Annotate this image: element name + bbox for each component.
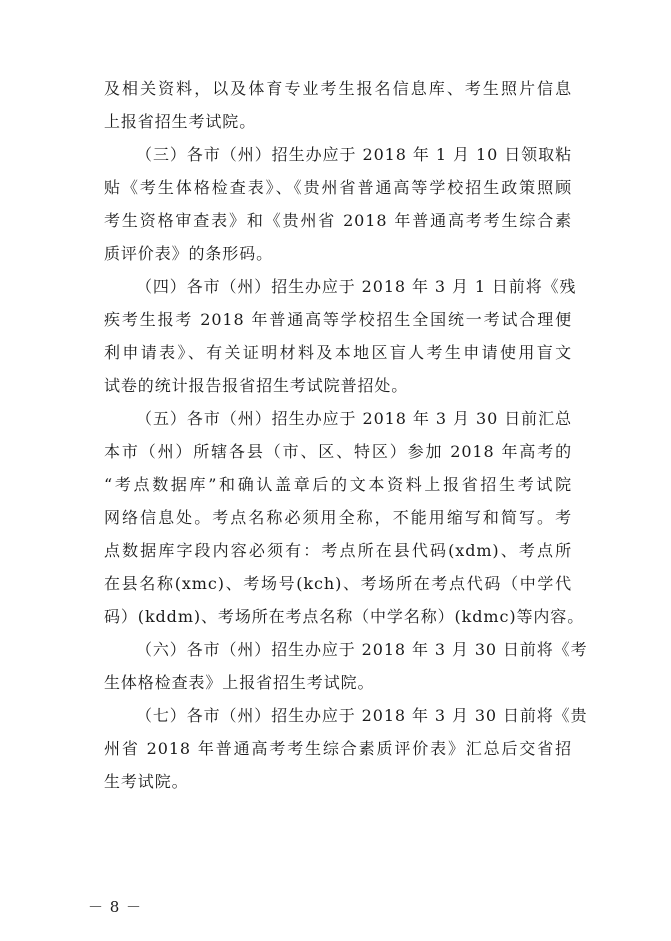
document-body: [104, 72, 588, 798]
text-line: 码）(kddm)、考场所在考点名称（中学名称）(kdmc)等内容。: [104, 607, 585, 626]
text-line: 本市（州）所辖各县（市、区、特区）参加 2018 年高考的: [104, 442, 572, 461]
paragraph-start-line: （七）各市（州）招生办应于 2018 年 3 月 30 日前将《贵: [136, 706, 588, 725]
text-line: 质评价表》的条形码。: [104, 244, 274, 263]
text-line: 上报省招生考试院。: [104, 112, 257, 131]
text-line: 及相关资料，以及体育专业考生报名信息库、考生照片信息: [104, 79, 572, 98]
paragraph-start-line: （三）各市（州）招生办应于 2018 年 1 月 10 日领取粘: [136, 145, 572, 164]
text-line: 生考试院。: [104, 772, 189, 791]
text-line: 点数据库字段内容必须有：考点所在县代码(xdm)、考点所: [104, 541, 572, 560]
paragraph-start-line: （五）各市（州）招生办应于 2018 年 3 月 30 日前汇总: [136, 409, 572, 428]
text-line: 网络信息处。考点名称必须用全称，不能用缩写和简写。考: [104, 508, 572, 527]
text-line: 在县名称(xmc)、考场号(kch)、考场所在考点代码（中学代: [104, 574, 572, 593]
text-line: 生体格检查表》上报省招生考试院。: [104, 673, 375, 692]
text-line: 州省 2018 年普通高考考生综合素质评价表》汇总后交省招: [104, 739, 572, 758]
page-number: － 8 －: [87, 898, 143, 916]
paragraph-start-line: （六）各市（州）招生办应于 2018 年 3 月 30 日前将《考: [136, 640, 588, 659]
paragraph-start-line: （四）各市（州）招生办应于 2018 年 3 月 1 日前将《残: [136, 277, 577, 296]
text-line: “考点数据库”和确认盖章后的文本资料上报省招生考试院: [104, 475, 572, 494]
text-line: 试卷的统计报告报省招生考试院普招处。: [104, 376, 409, 395]
text-line: 利申请表》、有关证明材料及本地区盲人考生申请使用盲文: [104, 343, 572, 362]
text-line: 疾考生报考 2018 年普通高等学校招生全国统一考试合理便: [104, 310, 572, 329]
text-line: 贴《考生体格检查表》、《贵州省普通高等学校招生政策照顾: [104, 178, 572, 197]
text-line: 考生资格审查表》和《贵州省 2018 年普通高考考生综合素: [104, 211, 572, 230]
